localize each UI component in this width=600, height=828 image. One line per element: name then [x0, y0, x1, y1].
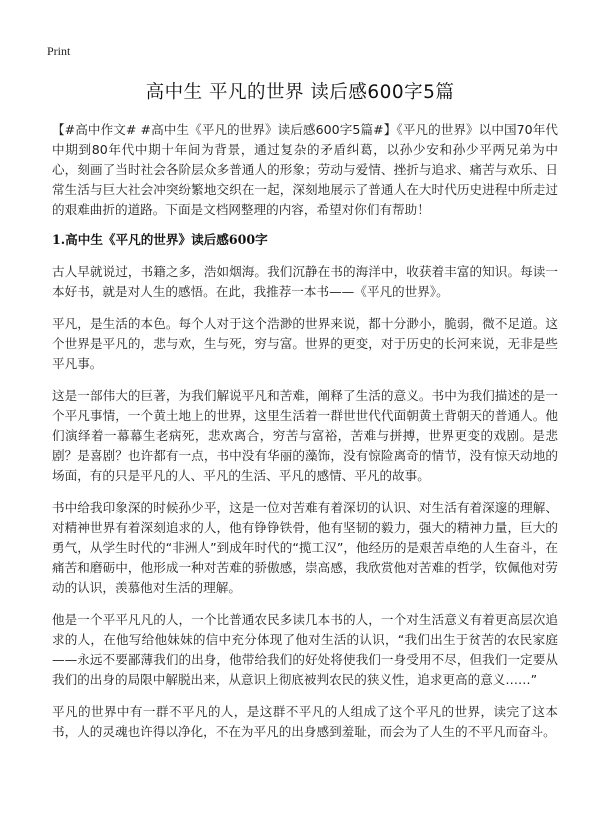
intro-paragraph: 【#高中作文# #高中生《平凡的世界》读后感600字5篇#】《平凡的世界》以中国70年代中期到80年代中期十年间为背景，通过复杂的矛盾纠葛，以孙少安和孙少平两兄弟为中心，刻画了当时社会各阶层众多普通人的形象；劳动与爱情、挫折与追求、痛苦与欢乐、日常生活与巨大社会冲突纷繁地交织在一起，深刻地展示了普通人在大时代历史进程中所走过的艰难曲折的道路。下面是文档网整理的内容，希望对你们有帮助！ — [52, 122, 558, 217]
body-paragraph-3: 这是一部伟大的巨著，为我们解说平凡和苦难，阐释了生活的意义。书中为我们描述的是一个平凡事情，一个黄土地上的世界，这里生活着一群世世代代面朝黄土背朝天的普通人。他们演绎着一幕幕生老病死，悲欢离合，穷苦与富裕，苦难与拼搏，世界更变的戏剧。是悲剧？是喜剧？也许都有一点，书中没有华丽的藻饰，没有惊险离奇的情节，没有惊天动地的场面，有的只是平凡的人、平凡的生活、平凡的感情、平凡的故事。 — [52, 388, 558, 483]
body-paragraph-4: 书中给我印象深的时候孙少平，这是一位对苦难有着深切的认识、对生活有着深邃的理解、对精神世界有着深刻追求的人，他有铮铮铁骨，他有坚韧的毅力，强大的精神力量，巨大的勇气，从学生时代的“非洲人”到成年时代的“揽工汉”，他经历的是艰苦卓绝的人生奋斗，在痛苦和磨砺中，他形成一种对苦难的骄傲感，崇高感，我欣赏他对苦难的哲学，钦佩他对劳动的认识，羡慕他对生活的理解。 — [52, 500, 558, 595]
page-title: 高中生 平凡的世界 读后感600字5篇 — [145, 82, 455, 103]
document-body — [52, 120, 558, 754]
body-paragraph-5: 他是一个平平凡凡的人，一个比普通农民多读几本书的人，一个对生活意义有着更高层次追求的人，在他写给他妹妹的信中充分体现了他对生活的认识，“我们出生于贫苦的农民家庭——永远不要鄙薄我们的出身，他带给我们的好处将使我们一身受用不尽，但我们一定要从我们的出身的局限中解脱出来，从意识上彻底被判农民的狭义性，追求更高的意义……” — [52, 612, 558, 687]
section-heading: 1.高中生《平凡的世界》读后感600字 — [52, 232, 268, 247]
body-paragraph-6: 平凡的世界中有一群不平凡的人，是这群不平凡的人组成了这个平凡的世界，读完了这本书，人的灵魂也许得以净化，不在为平凡的出身感到羞耻，而会为了人生的不平凡而奋斗。 — [52, 704, 558, 739]
print-label: Print — [47, 44, 71, 58]
body-paragraph-2: 平凡，是生活的本色。每个人对于这个浩渺的世界来说，都十分渺小，脆弱，微不足道。这个世界是平凡的，悲与欢，生与死，穷与富。世界的更变，对于历史的长河来说，无非是些平凡事。 — [52, 316, 558, 371]
body-paragraph-1: 古人早就说过，书籍之多，浩如烟海。我们沉静在书的海洋中，收获着丰富的知识。每读一本好书，就是对人生的感悟。在此，我推荐一本书——《平凡的世界》。 — [52, 264, 558, 299]
